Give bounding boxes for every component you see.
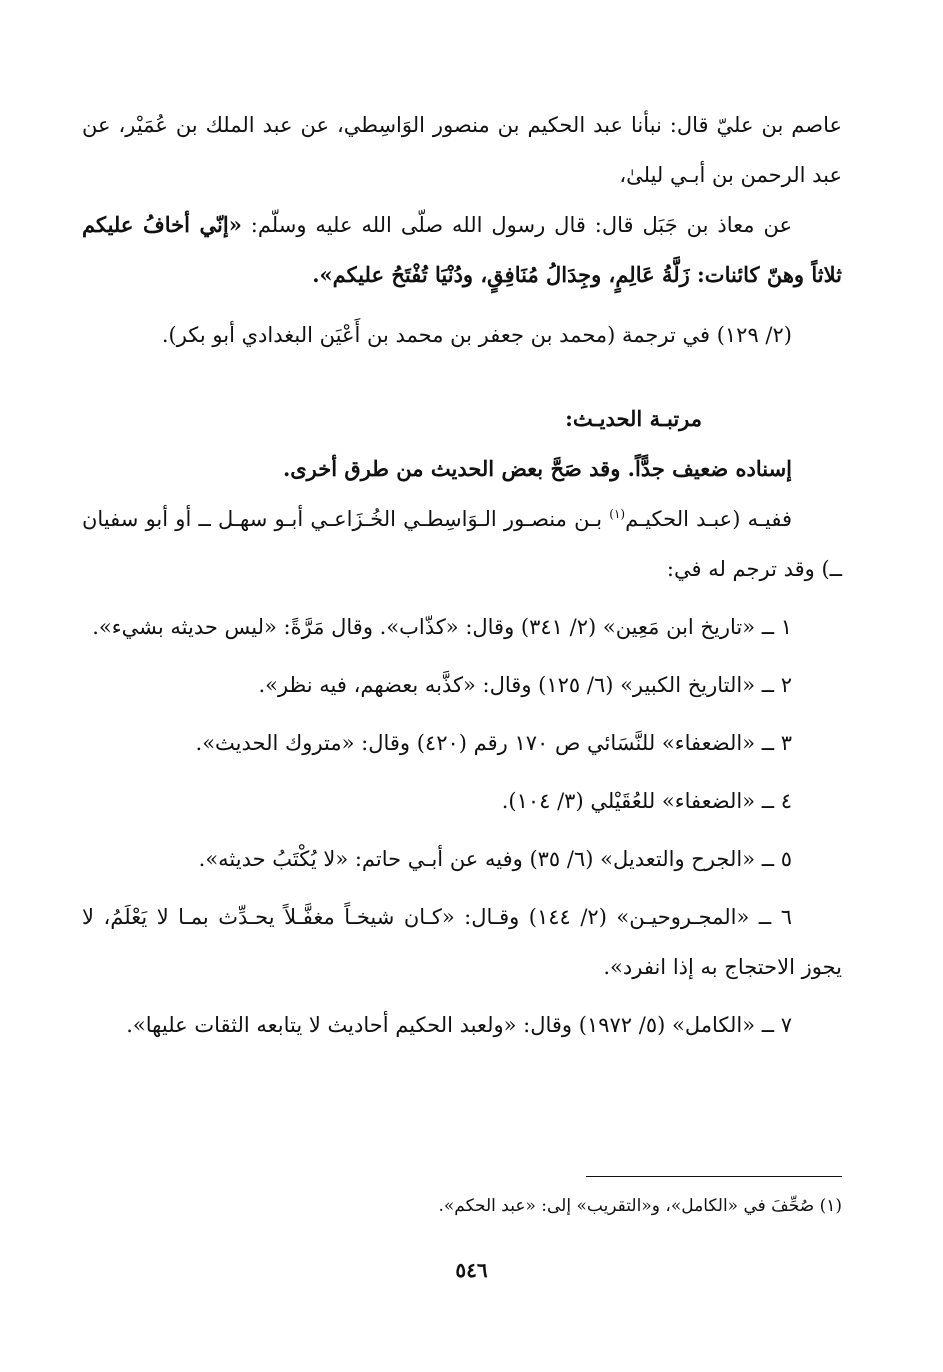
narrator-intro-rest: بـن منصـور الـوَاسِطـي الخُـزَاعـي أبـو سهـل ــ أو أبو سفيان ــ) وقد ترجم له في: bbox=[82, 507, 842, 581]
footnote: (١) صُحِّفَ في «الكامل»، و«التقريب» إلى: «عبد الحكم». bbox=[438, 1196, 842, 1216]
narrator-intro bbox=[82, 494, 842, 594]
isnad-paragraph: عاصم بن عليّ قال: نبأنا عبد الحكيم بن منصور الوَاسِطي، عن عبد الملك بن عُمَيْر، عن عبد الرحمن بن أبـي ليلىٰ، bbox=[82, 113, 842, 187]
list-item: ٦ ــ «المجـروحيـن» (٢/ ١٤٤) وقـال: «كـان شيخـاً مغفَّـلاً يحـدِّث بمـا لا يَعْلَمُ، لا يجوز الاحتجاج به إذا انفرد». bbox=[82, 905, 842, 979]
section-heading: مرتبـة الحديـث: bbox=[565, 406, 702, 431]
main-text bbox=[82, 100, 842, 1050]
verdict-line: إسناده ضعيف جدًّاً. وقد صَحَّ بعض الحديث من طرق أخرى. bbox=[282, 456, 792, 481]
hadith-text: «إنّي أخافُ عليكم ثلاثاً وهنّ كائنات: زَلَّةُ عَالِمٍ، وجِدَالُ مُنَافِقٍ، ودُنْيَا تُفْتَحُ عليكم». bbox=[82, 212, 842, 287]
list-item: ٤ ــ «الضعفاء» للعُقَيْلي (٣/ ١٠٤). bbox=[501, 789, 792, 813]
hadith-intro: عن معاذ بن جَبَل قال: قال رسول الله صلّى الله عليه وسلّم: bbox=[241, 213, 792, 237]
footnote-marker[interactable]: (١) bbox=[609, 507, 626, 521]
reference-paragraph: (٢/ ١٢٩) في ترجمة (محمد بن جعفر بن محمد بن أَعْيَن البغدادي أبو بكر). bbox=[161, 323, 792, 347]
list-item: ٥ ــ «الجرح والتعديل» (٦/ ٣٥) وفيه عن أبـي حاتم: «لا يُكْتَبُ حديثه». bbox=[198, 847, 792, 871]
list-item: ١ ــ «تاريخ ابن مَعِين» (٢/ ٣٤١) وقال: «كذّاب». وقال مَرَّةً: «ليس حديثه بشيء». bbox=[92, 615, 792, 639]
list-item: ٧ ــ «الكامل» (٥/ ١٩٧٢) وقال: «ولعبد الحكيم أحاديث لا يتابعه الثقات عليها». bbox=[126, 1013, 792, 1037]
hadith-paragraph bbox=[82, 200, 842, 300]
narrator-intro-start: ففيـه (عبـد الحكيـم bbox=[625, 507, 792, 531]
footnote-divider bbox=[586, 1176, 842, 1177]
page-number: ٥٤٦ bbox=[455, 1258, 488, 1282]
list-item: ٢ ــ «التاريخ الكبير» (٦/ ١٢٥) وقال: «كذَّبه بعضهم، فيه نظر». bbox=[258, 673, 792, 697]
list-item: ٣ ــ «الضعفاء» للنَّسَائي ص ١٧٠ رقم (٤٢٠) وقال: «متروك الحديث». bbox=[195, 731, 792, 755]
